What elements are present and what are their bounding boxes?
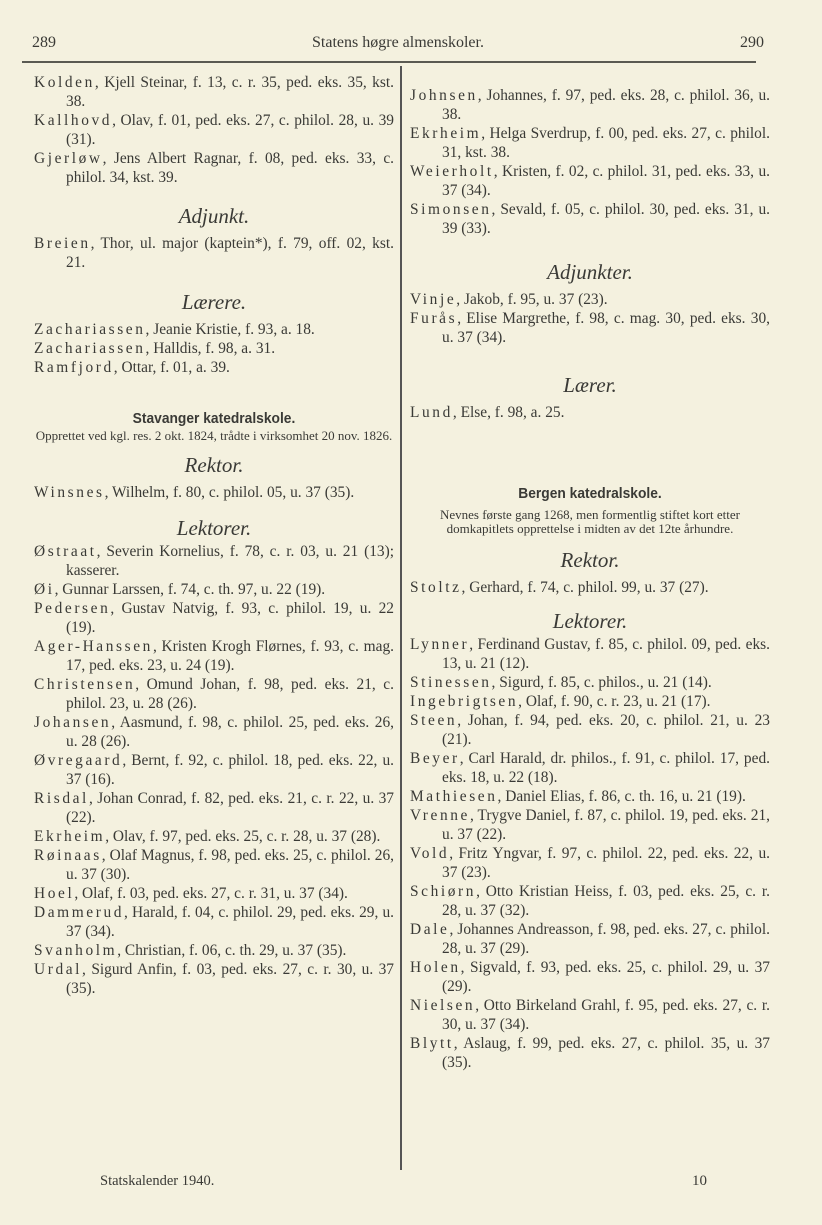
staff-entry: Winsnes, Wilhelm, f. 80, c. philol. 05, u. 37 (35).	[34, 484, 355, 501]
staff-entry: Ekrheim, Olav, f. 97, ped. eks. 25, c. r. 28, u. 37 (28).	[34, 828, 381, 845]
section-heading-lektorer: Lektorer.	[552, 609, 628, 633]
staff-entry: Vinje, Jakob, f. 95, u. 37 (23).	[410, 291, 608, 308]
staff-entry: Vrenne, Trygve Daniel, f. 87, c. philol. 19, ped. eks. 21, u. 37 (22).	[410, 807, 770, 843]
page-number-right: 290	[740, 34, 764, 51]
entry-list-continued	[410, 86, 770, 238]
staff-entry: Ingebrigtsen, Olaf, f. 90, c. r. 23, u. 21 (17).	[410, 693, 711, 710]
running-title: Statens høgre almenskoler.	[312, 34, 484, 51]
header-rule	[22, 61, 756, 63]
staff-entry: Røinaas, Olaf Magnus, f. 98, ped. eks. 25, c. philol. 26, u. 37 (30).	[34, 847, 394, 883]
staff-entry: Stoltz, Gerhard, f. 74, c. philol. 99, u. 37 (27).	[410, 579, 709, 596]
staff-entry: Steen, Johan, f. 94, ped. eks. 20, c. philol. 21, u. 23 (21).	[410, 712, 770, 748]
staff-entry: Hoel, Olaf, f. 03, ped. eks. 27, c. r. 31, u. 37 (34).	[34, 885, 348, 902]
staff-entry: Stinessen, Sigurd, f. 85, c. philos., u. 21 (14).	[410, 674, 712, 691]
surname: Gjerløw	[34, 150, 103, 167]
page-number-left: 289	[32, 34, 56, 51]
right-column	[410, 86, 770, 1072]
school-title-bergen: Bergen katedralskole.	[518, 485, 662, 502]
staff-entry: Gjerløw, Jens Albert Ragnar, f. 08, ped. eks. 33, c. philol. 34, kst. 39.	[34, 150, 394, 186]
staff-entry: Urdal, Sigurd Anfin, f. 03, ped. eks. 27, c. r. 30, u. 37 (35).	[34, 961, 394, 997]
staff-entry: Øvregaard, Bernt, f. 92, c. philol. 18, ped. eks. 22, u. 37 (16).	[34, 752, 394, 788]
staff-entry: Breien, Thor, ul. major (kaptein*), f. 79, off. 02, kst. 21.	[34, 235, 394, 271]
staff-entry: Christensen, Omund Johan, f. 98, ped. eks. 21, c. philol. 23, u. 28 (26).	[34, 676, 394, 712]
entry-list-continued	[34, 73, 394, 187]
staff-entry: Holen, Sigvald, f. 93, ped. eks. 25, c. philol. 29, u. 37 (29).	[410, 959, 770, 995]
surname: Kallhovd	[34, 112, 113, 129]
section-heading-rektor: Rektor.	[184, 453, 244, 477]
staff-entry: Lund, Else, f. 98, a. 25.	[410, 404, 565, 421]
staff-entry: Kolden, Kjell Steinar, f. 13, c. r. 35, ped. eks. 35, kst. 38.	[34, 74, 394, 110]
footer-signature: Statskalender 1940.	[100, 1173, 215, 1189]
running-header	[32, 34, 764, 60]
section-heading-adjunkt: Adjunkt.	[178, 204, 250, 228]
staff-entry: Ramfjord, Ottar, f. 01, a. 39.	[34, 359, 230, 376]
school-note: Nevnes første gang 1268, men formentlig stiftet kort etter domkapitlets opprettelse i midten av det 12te århundre.	[439, 507, 740, 536]
surname: Kolden	[34, 74, 95, 91]
staff-entry: Vold, Fritz Yngvar, f. 97, c. philol. 22, ped. eks. 22, u. 37 (23).	[410, 845, 770, 881]
staff-entry: Kallhovd, Olav, f. 01, ped. eks. 27, c. philol. 28, u. 39 (31).	[34, 112, 394, 148]
staff-entry: Mathiesen, Daniel Elias, f. 86, c. th. 16, u. 21 (19).	[410, 788, 746, 805]
staff-entry: Simonsen, Sevald, f. 05, c. philol. 30, ped. eks. 31, u. 39 (33).	[410, 201, 770, 237]
staff-entry: Svanholm, Christian, f. 06, c. th. 29, u. 37 (35).	[34, 942, 347, 959]
school-note: Opprettet ved kgl. res. 2 okt. 1824, trådte i virksomhet 20 nov. 1826.	[35, 428, 393, 443]
footer-sheet-number: 10	[692, 1173, 707, 1189]
staff-entry: Furås, Elise Margrethe, f. 98, c. mag. 30, ped. eks. 30, u. 37 (34).	[410, 310, 770, 346]
staff-entry: Ekrheim, Helga Sverdrup, f. 00, ped. eks. 27, c. philol. 31, kst. 38.	[410, 125, 770, 161]
staff-entry: Zachariassen, Jeanie Kristie, f. 93, a. 18.	[34, 321, 315, 338]
section-heading-laerere: Lærere.	[181, 290, 247, 314]
staff-entry: Johansen, Aasmund, f. 98, c. philol. 25, ped. eks. 26, u. 28 (26).	[34, 714, 394, 750]
section-heading-laerer: Lærer.	[563, 373, 617, 397]
staff-entry: Østraat, Severin Kornelius, f. 78, c. r. 03, u. 21 (13); kasserer.	[34, 543, 394, 579]
left-column	[34, 73, 394, 998]
section-heading-rektor: Rektor.	[560, 548, 620, 572]
staff-entry: Zachariassen, Halldis, f. 98, a. 31.	[34, 340, 276, 357]
section-heading-lektorer: Lektorer.	[176, 516, 252, 540]
staff-entry: Johnsen, Johannes, f. 97, ped. eks. 28, c. philol. 36, u. 38.	[410, 87, 770, 123]
staff-entry: Dale, Johannes Andreasson, f. 98, ped. eks. 27, c. philol. 28, u. 37 (29).	[410, 921, 770, 957]
staff-entry: Risdal, Johan Conrad, f. 82, ped. eks. 21, c. r. 22, u. 37 (22).	[34, 790, 394, 826]
staff-entry: Lynner, Ferdinand Gustav, f. 85, c. philol. 09, ped. eks. 13, u. 21 (12).	[410, 636, 770, 672]
staff-entry: Ager-Hanssen, Kristen Krogh Flørnes, f. 93, c. mag. 17, ped. eks. 23, u. 24 (19).	[34, 638, 394, 674]
staff-entry: Weierholt, Kristen, f. 02, c. philol. 31, ped. eks. 33, u. 37 (34).	[410, 163, 770, 199]
lektorer-list	[410, 635, 770, 1072]
lektorer-list	[34, 542, 394, 998]
staff-entry: Øi, Gunnar Larssen, f. 74, c. th. 97, u. 22 (19).	[34, 581, 326, 598]
staff-entry: Beyer, Carl Harald, dr. philos., f. 91, c. philol. 17, ped. eks. 18, u. 22 (18).	[410, 750, 770, 786]
staff-entry: Dammerud, Harald, f. 04, c. philol. 29, ped. eks. 29, u. 37 (34).	[34, 904, 394, 940]
staff-entry: Nielsen, Otto Birkeland Grahl, f. 95, ped. eks. 27, c. r. 30, u. 37 (34).	[410, 997, 770, 1033]
column-divider	[400, 66, 402, 1170]
section-heading-adjunkter: Adjunkter.	[547, 260, 633, 284]
staff-entry: Blytt, Aslaug, f. 99, ped. eks. 27, c. philol. 35, u. 37 (35).	[410, 1035, 770, 1071]
staff-entry: Pedersen, Gustav Natvig, f. 93, c. philol. 19, u. 22 (19).	[34, 600, 394, 636]
school-title-stavanger: Stavanger katedralskole.	[132, 410, 296, 427]
staff-entry: Schiørn, Otto Kristian Heiss, f. 03, ped. eks. 25, c. r. 28, u. 37 (32).	[410, 883, 770, 919]
